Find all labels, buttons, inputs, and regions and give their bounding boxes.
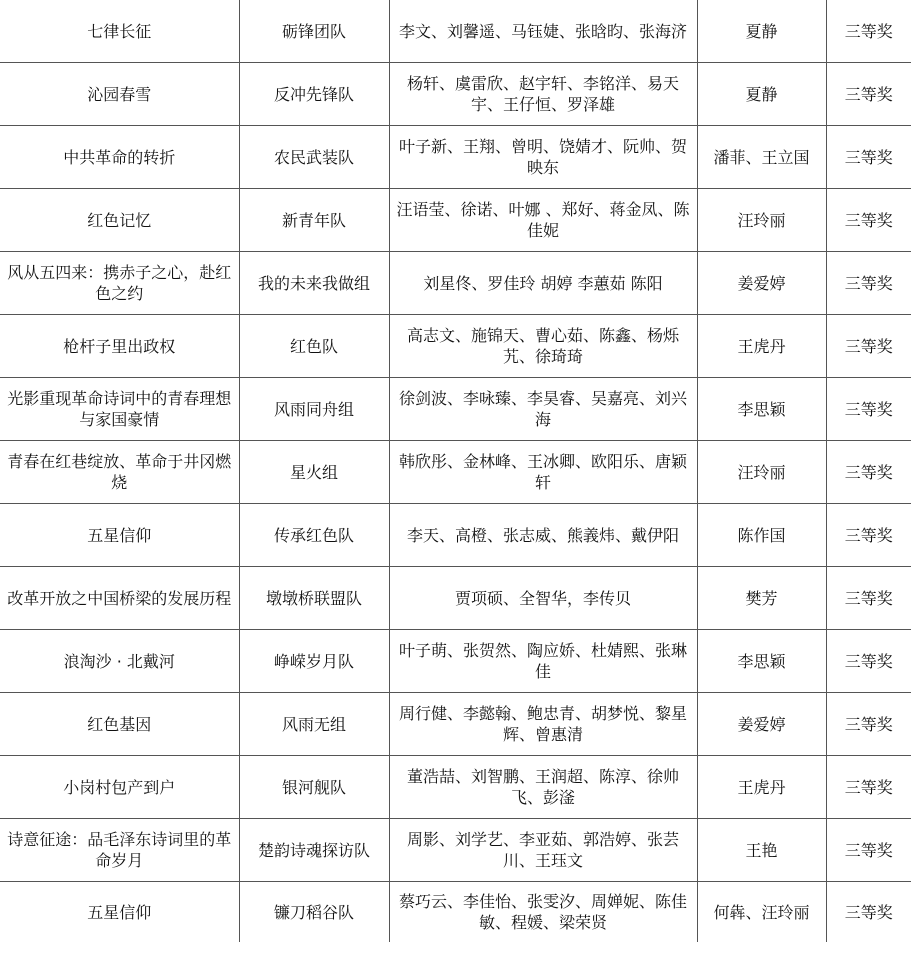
team-name-cell: 红色队	[239, 315, 389, 378]
members-cell: 徐剑波、李咏臻、李昊睿、吴嘉亮、刘兴海	[389, 378, 697, 441]
advisor-cell: 李思颖	[697, 630, 826, 693]
table-row	[0, 756, 911, 819]
members-cell: 周行健、李懿翰、鲍忠青、胡梦悦、黎星辉、曾惠清	[389, 693, 697, 756]
table-row	[0, 315, 911, 378]
members-cell: 贾项硕、全智华，李传贝	[389, 567, 697, 630]
award-cell: 三等奖	[826, 252, 911, 315]
award-cell: 三等奖	[826, 630, 911, 693]
members-cell: 李文、刘馨遥、马钰婕、张晗昀、张海济	[389, 0, 697, 63]
team-name-cell: 墩墩桥联盟队	[239, 567, 389, 630]
project-title-cell: 光影重现革命诗词中的青春理想与家国豪情	[0, 378, 239, 441]
project-title-cell: 小岗村包产到户	[0, 756, 239, 819]
advisor-cell: 汪玲丽	[697, 441, 826, 504]
project-title-cell: 诗意征途：品毛泽东诗词里的革命岁月	[0, 819, 239, 882]
project-title-cell: 青春在红巷绽放、革命于井冈燃烧	[0, 441, 239, 504]
team-name-cell: 新青年队	[239, 189, 389, 252]
members-cell: 汪语莹、徐诺、叶娜 、郑好、蒋金凤、陈佳妮	[389, 189, 697, 252]
team-name-cell: 农民武装队	[239, 126, 389, 189]
advisor-cell: 姜爱婷	[697, 693, 826, 756]
project-title-cell: 改革开放之中国桥梁的发展历程	[0, 567, 239, 630]
project-title-cell: 风从五四来：携赤子之心，赴红色之约	[0, 252, 239, 315]
members-cell: 高志文、施锦天、曹心茹、陈鑫、杨烁艽、徐琦琦	[389, 315, 697, 378]
project-title-cell: 五星信仰	[0, 504, 239, 567]
advisor-cell: 王艳	[697, 819, 826, 882]
award-cell: 三等奖	[826, 126, 911, 189]
table-row	[0, 819, 911, 882]
advisor-cell: 姜爱婷	[697, 252, 826, 315]
award-cell: 三等奖	[826, 819, 911, 882]
team-name-cell: 砺锋团队	[239, 0, 389, 63]
project-title-cell: 浪淘沙 · 北戴河	[0, 630, 239, 693]
team-name-cell: 楚韵诗魂探访队	[239, 819, 389, 882]
table-row	[0, 882, 911, 943]
award-cell: 三等奖	[826, 693, 911, 756]
project-title-cell: 沁园春雪	[0, 63, 239, 126]
table-row	[0, 567, 911, 630]
table-row	[0, 189, 911, 252]
advisor-cell: 陈作国	[697, 504, 826, 567]
members-cell: 刘星佟、罗佳玲 胡婷 李蕙茹 陈阳	[389, 252, 697, 315]
advisor-cell: 李思颖	[697, 378, 826, 441]
advisor-cell: 汪玲丽	[697, 189, 826, 252]
award-cell: 三等奖	[826, 567, 911, 630]
team-name-cell: 镰刀稻谷队	[239, 882, 389, 943]
team-name-cell: 风雨同舟组	[239, 378, 389, 441]
project-title-cell: 枪杆子里出政权	[0, 315, 239, 378]
award-cell: 三等奖	[826, 0, 911, 63]
award-cell: 三等奖	[826, 189, 911, 252]
project-title-cell: 七律长征	[0, 0, 239, 63]
award-cell: 三等奖	[826, 378, 911, 441]
team-name-cell: 风雨无组	[239, 693, 389, 756]
table-row	[0, 630, 911, 693]
advisor-cell: 樊芳	[697, 567, 826, 630]
advisor-cell: 王虎丹	[697, 315, 826, 378]
members-cell: 董浩喆、刘智鹏、王润超、陈淳、徐帅飞、彭滏	[389, 756, 697, 819]
advisor-cell: 夏静	[697, 63, 826, 126]
team-name-cell: 星火组	[239, 441, 389, 504]
table-row	[0, 378, 911, 441]
advisor-cell: 王虎丹	[697, 756, 826, 819]
project-title-cell: 五星信仰	[0, 882, 239, 943]
table-row	[0, 504, 911, 567]
award-cell: 三等奖	[826, 756, 911, 819]
members-cell: 叶子新、王翔、曾明、饶婧才、阮帅、贺映东	[389, 126, 697, 189]
advisor-cell: 夏静	[697, 0, 826, 63]
advisor-cell: 潘菲、王立国	[697, 126, 826, 189]
members-cell: 杨轩、虞雷欣、赵宇轩、李铭洋、易天宇、王仔恒、罗泽雄	[389, 63, 697, 126]
team-name-cell: 传承红色队	[239, 504, 389, 567]
project-title-cell: 红色基因	[0, 693, 239, 756]
members-cell: 李天、高橙、张志威、熊義炜、戴伊阳	[389, 504, 697, 567]
award-cell: 三等奖	[826, 882, 911, 943]
table-row	[0, 252, 911, 315]
project-title-cell: 中共革命的转折	[0, 126, 239, 189]
members-cell: 叶子萌、张贺然、陶应娇、杜婧熙、张琳佳	[389, 630, 697, 693]
members-cell: 韩欣彤、金林峰、王冰卿、欧阳乐、唐颖轩	[389, 441, 697, 504]
team-name-cell: 银河舰队	[239, 756, 389, 819]
award-cell: 三等奖	[826, 441, 911, 504]
award-cell: 三等奖	[826, 315, 911, 378]
table-row	[0, 693, 911, 756]
members-cell: 蔡巧云、李佳怡、张雯汐、周婵妮、陈佳敏、程媛、梁荣贤	[389, 882, 697, 943]
team-name-cell: 我的未来我做组	[239, 252, 389, 315]
team-name-cell: 峥嵘岁月队	[239, 630, 389, 693]
table-row	[0, 0, 911, 63]
table-row	[0, 441, 911, 504]
project-title-cell: 红色记忆	[0, 189, 239, 252]
table-row	[0, 126, 911, 189]
award-cell: 三等奖	[826, 63, 911, 126]
team-name-cell: 反冲先锋队	[239, 63, 389, 126]
table-row	[0, 63, 911, 126]
advisor-cell: 何犇、汪玲丽	[697, 882, 826, 943]
members-cell: 周影、刘学艺、李亚茹、郭浩婷、张芸川、王珏文	[389, 819, 697, 882]
award-cell: 三等奖	[826, 504, 911, 567]
